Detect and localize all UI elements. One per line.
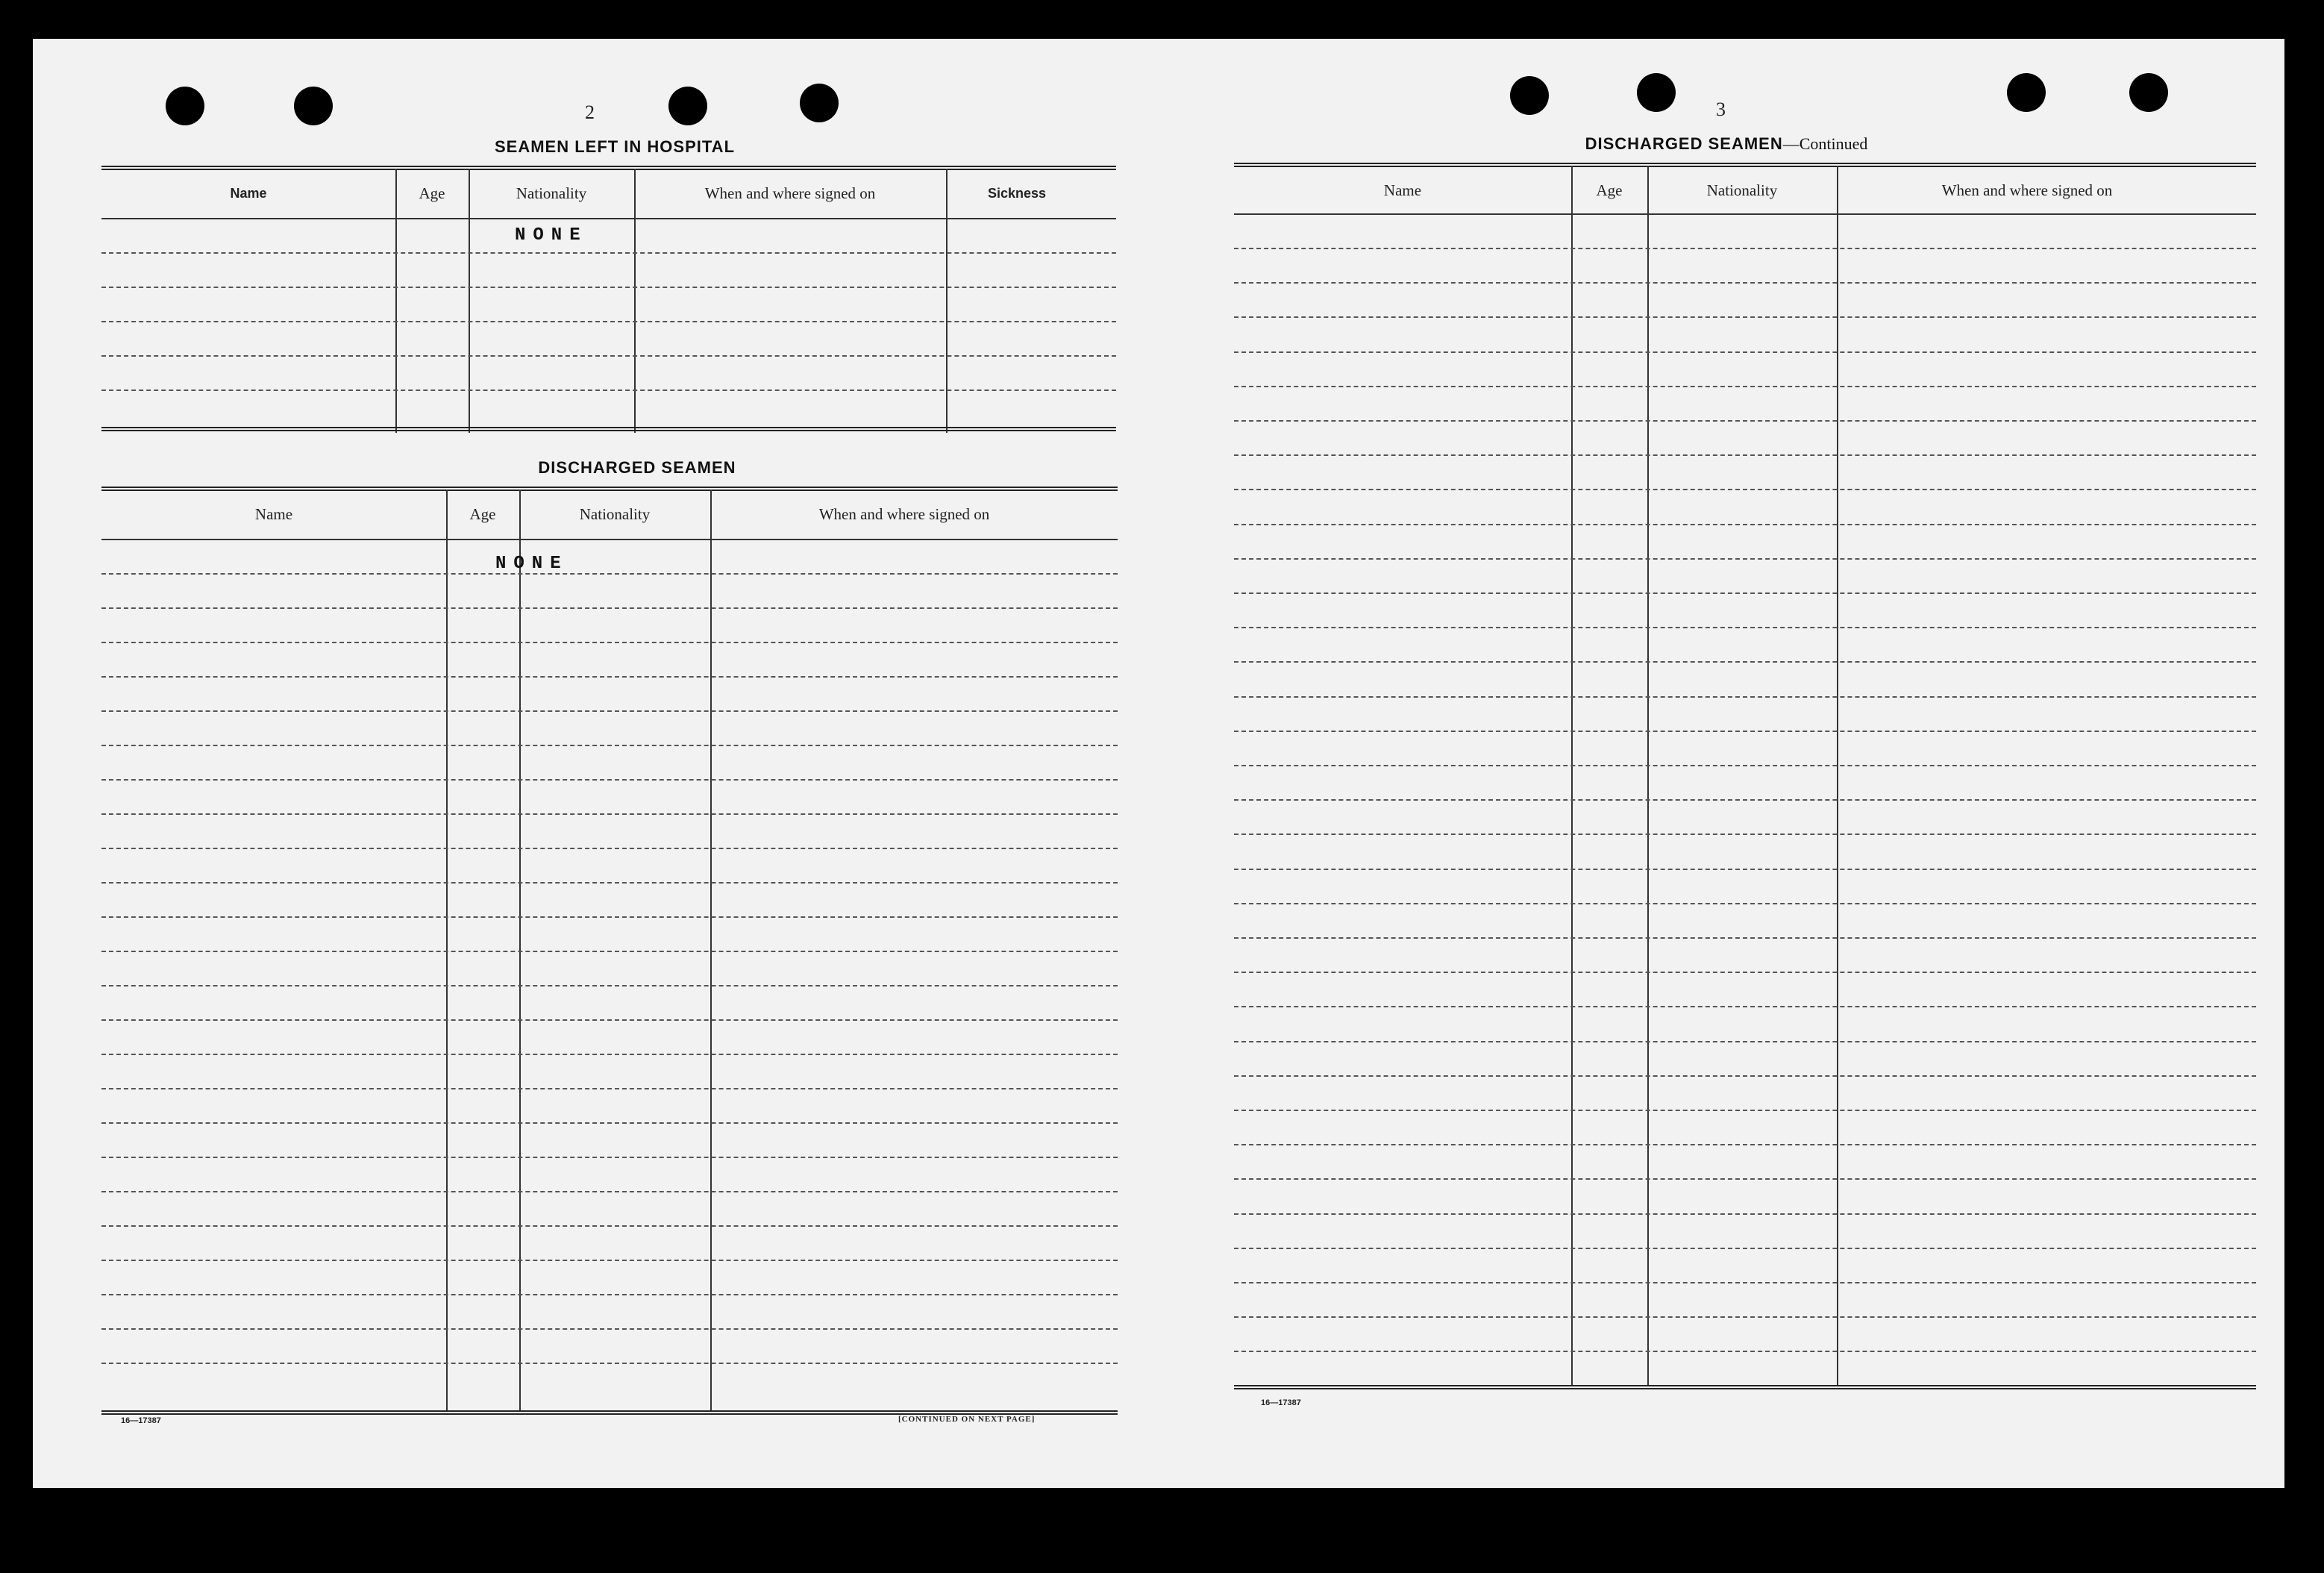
- table-row-line: [101, 676, 1118, 678]
- discharged-continued-title: [1488, 134, 1965, 154]
- column-header-signed-on: When and where signed on: [818, 504, 990, 523]
- table-row-line: [101, 710, 1118, 712]
- table-row-line: [101, 745, 1118, 746]
- table-row-line: [1234, 731, 2256, 732]
- table-row-line: [101, 882, 1118, 884]
- punch-hole: [166, 87, 204, 125]
- table-row-line: [101, 848, 1118, 849]
- column-header-signed-on: When and where signed on: [1941, 181, 2113, 199]
- punch-hole: [1510, 76, 1549, 115]
- table-row-line: [101, 1225, 1118, 1227]
- table-row-line: [101, 1294, 1118, 1295]
- table-row-line: [1234, 386, 2256, 387]
- table-row-line: [1234, 1282, 2256, 1283]
- table-row-line: [1234, 1351, 2256, 1352]
- table-row-line: [1234, 937, 2256, 939]
- punch-hole: [1637, 73, 1676, 112]
- table-row-line: [1234, 454, 2256, 456]
- table-row-line: [1234, 799, 2256, 801]
- table-row-line: [101, 951, 1118, 952]
- table-row-line: [101, 1122, 1118, 1124]
- table-row-line: [101, 813, 1118, 815]
- punch-hole: [294, 87, 333, 125]
- column-header-age: Age: [419, 184, 445, 202]
- column-header-nationality: Nationality: [516, 184, 587, 202]
- table-row-line: [1234, 1316, 2256, 1318]
- right-page-number: 3: [1716, 98, 1726, 120]
- table-row-line: [101, 1328, 1118, 1330]
- column-header-name: Name: [230, 185, 267, 201]
- discharged-continued-table: [1234, 163, 2256, 1401]
- table-row-line: [1234, 627, 2256, 628]
- column-header-age: Age: [469, 504, 496, 523]
- column-header-name: Name: [254, 504, 293, 523]
- table-row-line: [1234, 1248, 2256, 1249]
- table-row-line: [101, 1260, 1118, 1261]
- table-row-line: [1234, 1110, 2256, 1111]
- hospital-entry-none: NONE: [515, 225, 588, 246]
- table-row-line: [1234, 903, 2256, 904]
- table-row-line: [101, 779, 1118, 781]
- table-row-line: [1234, 1178, 2256, 1180]
- punch-hole: [668, 87, 707, 125]
- table-row-line: [1234, 1041, 2256, 1042]
- table-row-line: [101, 1157, 1118, 1158]
- table-row-line: [101, 607, 1118, 609]
- column-header-age: Age: [1596, 181, 1623, 199]
- table-row-line: [1234, 489, 2256, 490]
- table-row-line: [1234, 696, 2256, 698]
- punch-hole: [800, 84, 839, 122]
- table-row-line: [1234, 1213, 2256, 1215]
- table-row-line: [101, 1088, 1118, 1089]
- table-row-line: [1234, 524, 2256, 525]
- document-sheet: [33, 39, 2284, 1488]
- table-row-line: [1234, 834, 2256, 835]
- table-row-line: [101, 1019, 1118, 1021]
- table-row-line: [1234, 972, 2256, 973]
- column-header-signed-on: When and where signed on: [704, 184, 876, 202]
- hospital-table: [101, 166, 1116, 436]
- discharged-section-title: DISCHARGED SEAMEN: [538, 458, 736, 477]
- table-row-line: [101, 985, 1118, 986]
- table-row-line: [101, 1054, 1118, 1055]
- table-row-line: [1234, 351, 2256, 353]
- column-header-sickness: Sickness: [987, 185, 1047, 201]
- table-row-line: [101, 1191, 1118, 1192]
- table-row-line: [1234, 420, 2256, 422]
- table-row-line: [1234, 282, 2256, 284]
- punch-hole: [2007, 73, 2046, 112]
- discharged-entry-none: NONE: [495, 554, 569, 574]
- table-row-line: [1234, 558, 2256, 560]
- table-row-line: [1234, 661, 2256, 663]
- table-row-line: [1234, 1006, 2256, 1007]
- table-row-line: [1234, 1144, 2256, 1145]
- table-row-line: [1234, 248, 2256, 249]
- table-row-line: [1234, 869, 2256, 870]
- form-code: 16—17387: [1261, 1398, 1301, 1407]
- table-row-line: [1234, 1075, 2256, 1077]
- discharged-title-suffix: —Continued: [1782, 134, 1868, 153]
- form-code: 16—17387: [121, 1416, 161, 1425]
- column-header-nationality: Nationality: [579, 504, 651, 523]
- table-row-line: [1234, 592, 2256, 594]
- punch-hole: [2129, 73, 2168, 112]
- continued-note: [CONTINUED ON NEXT PAGE]: [898, 1415, 1036, 1424]
- discharged-title-main: DISCHARGED SEAMEN: [1585, 134, 1783, 153]
- table-row-line: [101, 573, 1118, 575]
- left-page-number: 2: [585, 101, 595, 123]
- table-row-line: [101, 1363, 1118, 1364]
- table-row-line: [101, 642, 1118, 643]
- hospital-section-title: SEAMEN LEFT IN HOSPITAL: [494, 137, 736, 156]
- table-row-line: [1234, 316, 2256, 318]
- table-row-line: [101, 916, 1118, 918]
- column-header-nationality: Nationality: [1706, 181, 1778, 199]
- column-header-name: Name: [1383, 181, 1422, 199]
- table-row-line: [1234, 765, 2256, 766]
- discharged-table: [101, 487, 1118, 1419]
